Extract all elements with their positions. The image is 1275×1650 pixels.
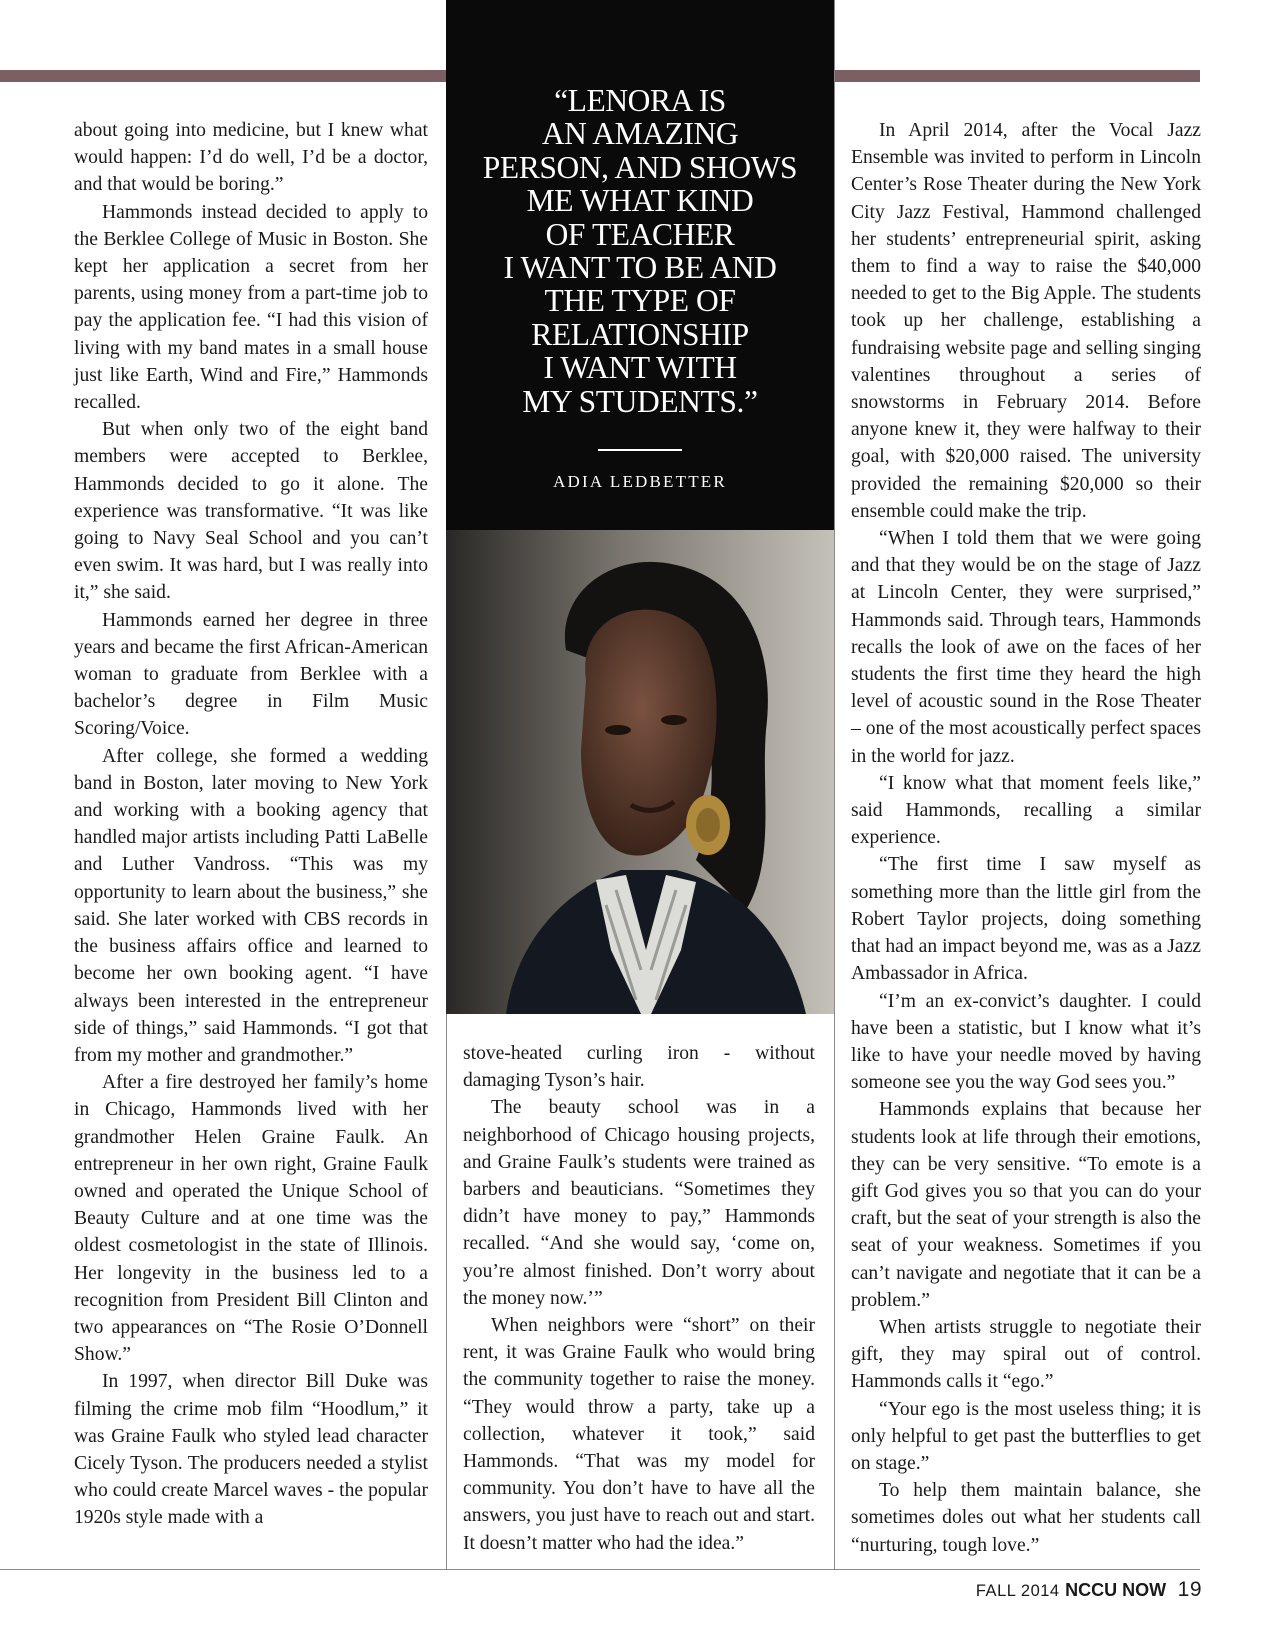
pull-quote-divider	[598, 449, 682, 451]
pull-quote-box	[446, 0, 834, 530]
portrait-photo	[446, 530, 834, 1014]
paragraph: Hammonds earned her degree in three years and became the first African-American woman to graduate from Berklee with a bachelor’s degree in Film Music Scoring/Voice.	[74, 609, 428, 740]
paragraph: about going into medicine, but I knew what would happen: I’d do well, I’d be a doctor, and that would be boring.”	[74, 120, 428, 196]
footer-season: FALL 2014	[975, 1582, 1060, 1600]
paragraph: In April 2014, after the Vocal Jazz Ensemble was invited to perform in Lincoln Center’s Rose Theater during the New York City Jazz Festival, Hammond challenged her students’ entrepreneurial spirit, asking them to find a way to raise the $40,000 needed to get to the Big Apple. The students took up her challenge, establishing a fundraising website page and selling singing valentines throughout a series of snowstorms in February 2014. Before anyone knew it, they were halfway to their goal, with $20,000 raised. The university provided the remaining $20,000 so their ensemble could make the trip.	[851, 120, 1201, 522]
pull-quote-author: ADIA LEDBETTER	[553, 472, 727, 491]
paragraph: But when only two of the eight band members were accepted to Berklee, Hammonds decided to go it alone. The experience was transformative. “It was like going to Navy Seal School and you can’t even swim. It was hard, but I was really into it,” she said.	[74, 419, 428, 604]
paragraph: The beauty school was in a neighborhood of Chicago housing projects, and Graine Faulk’s students were trained as barbers and beauticians. “Sometimes they didn’t have money to pay,” Hammonds recalled. “And she would say, ‘come on, you’re almost finished. Don’t worry about the money now.’”	[463, 1097, 815, 1309]
footer-rule	[0, 1569, 1200, 1570]
article-column-middle	[463, 1040, 815, 1557]
page-number: 19	[1177, 1578, 1202, 1601]
paragraph: After college, she formed a wedding band in Boston, later moving to New York and working with a booking agency that handled major artists including Patti LaBelle and Luther Vandross. “This was my opportunity to learn about the business,” she said. She later worked with CBS records in the business affairs office and learned to become her own booking agent. “I have always been interested in the entrepreneur side of things,” said Hammonds. “I got that from my mother and grandmother.”	[74, 745, 428, 1066]
paragraph: In 1997, when director Bill Duke was filming the crime mob film “Hoodlum,” it was Graine Faulk who styled lead character Cicely Tyson. The producers needed a stylist who could create Marcel waves - the popular 1920s style made with a	[74, 1371, 428, 1529]
paragraph: To help them maintain balance, she sometimes doles out what her students call “nurturing, tough love.”	[851, 1480, 1201, 1556]
paragraph: “The first time I saw myself as something more than the little girl from the Robert Taylor projects, doing something that had an impact beyond me, was as a Jazz Ambassador in Africa.	[851, 854, 1201, 985]
paragraph: When artists struggle to negotiate their gift, they may spiral out of control. Hammonds calls it “ego.”	[851, 1316, 1201, 1393]
portrait-illustration	[446, 530, 834, 1014]
paragraph: When neighbors were “short” on their rent, it was Graine Faulk who would bring the community together to raise the money. “They would throw a party, take up a collection, whatever it took,” said Hammonds. “That was my model for community. You don’t have to have all the answers, you just have to reach out and start. It doesn’t matter who had the idea.”	[463, 1315, 815, 1554]
footer-brand: NCCU NOW	[1065, 1580, 1167, 1600]
article-column-right	[851, 117, 1201, 1559]
paragraph: “When I told them that we were going and that they would be on the stage of Jazz at Lincoln Center, they were surprised,” Hammonds said. Through tears, Hammonds recalls the look of awe on the faces of her students the first time they heard the high level of acoustic sound in the Rose Theater – one of the most acoustically perfect spaces in the world for jazz.	[851, 528, 1201, 767]
paragraph: “Your ego is the most useless thing; it is only helpful to get past the butterflies to get on stage.”	[851, 1398, 1201, 1474]
paragraph: stove-heated curling iron - without damaging Tyson’s hair.	[463, 1043, 815, 1092]
column-divider-right	[834, 0, 835, 1570]
pull-quote-text: “LENORA IS AN AMAZING PERSON, AND SHOWS ME WHAT KIND OF TEACHER I WANT TO BE AND THE TYPE OF RELATIONSHIP I WANT WITH MY STUDENTS.”	[482, 83, 798, 419]
page-footer	[976, 1578, 1202, 1602]
top-accent-bar-right	[834, 70, 1200, 82]
paragraph: “I know what that moment feels like,” said Hammonds, recalling a similar experience.	[851, 772, 1201, 849]
top-accent-bar-left	[0, 70, 446, 82]
article-column-left	[74, 117, 428, 1532]
paragraph: “I’m an ex-convict’s daughter. I could have been a statistic, but I know what it’s like to have your needle moved by having someone see you the way God sees you.”	[851, 990, 1201, 1094]
paragraph: Hammonds explains that because her students look at life through their emotions, they can be very sensitive. “To emote is a gift God gives you so that you can do your craft, but the seat of your strength is also the seat of your weakness. Sometimes if you can’t navigate and negotiate that it can be a problem.”	[851, 1099, 1201, 1311]
paragraph: Hammonds instead decided to apply to the Berklee College of Music in Boston. She kept her application a secret from her parents, using money from a part-time job to pay the application fee. “I had this vision of living with my band mates in a small house just like Earth, Wind and Fire,” Hammonds recalled.	[74, 201, 428, 414]
paragraph: After a fire destroyed her family’s home in Chicago, Hammonds lived with her grandmother Helen Graine Faulk. An entrepreneur in her own right, Graine Faulk owned and operated the Unique School of Beauty Culture and at one time was the oldest cosmetologist in the state of Illinois. Her longevity in the business led to a recognition from President Bill Clinton and two appearances on “The Rosie O’Donnell Show.”	[74, 1072, 428, 1366]
